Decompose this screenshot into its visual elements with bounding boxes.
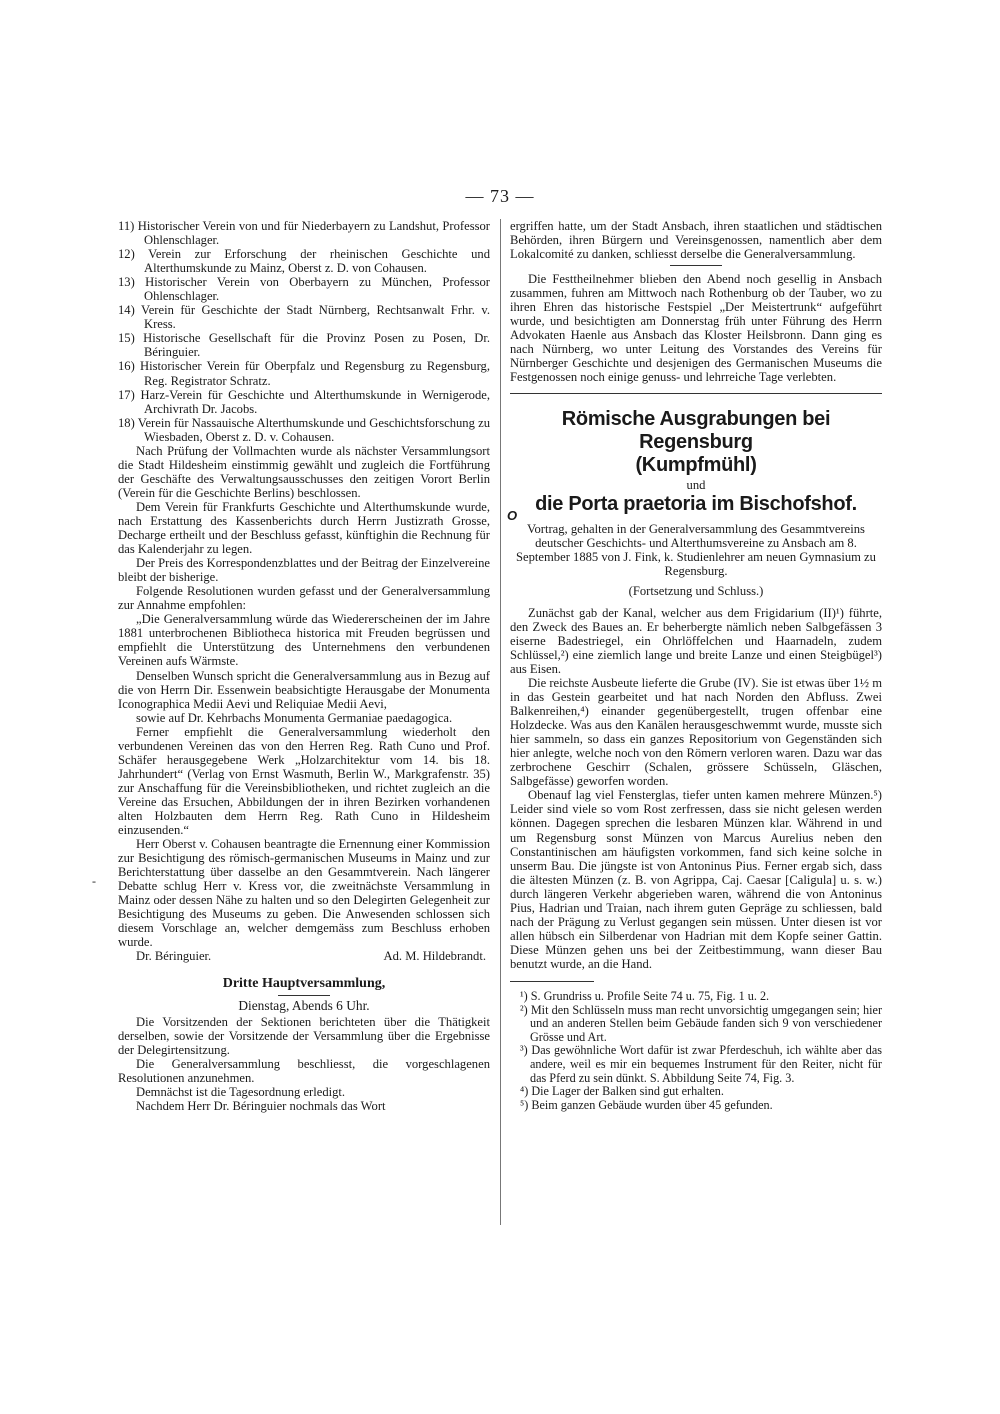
article-title-conj: und — [686, 477, 706, 492]
lecture-info: Vortrag, gehalten in der Generalversammlung des Gesammtvereins deutscher Geschichts- und Alterthumsvereine zu Ansbach am 8. September 1885 von J. Fink, k. Studienlehrer am neuen Gymnasium zu Regensburg. — [516, 521, 876, 578]
divider — [278, 995, 330, 996]
paragraph: Obenauf lag viel Fensterglas, tiefer unten kamen mehrere Münzen.⁵) Leider sind viele so vom Rost zerfressen, dass sie nicht gelesen werden können. Dagegen sprechen die lesbaren Münzen klar. Während in und um Regensburg sonst Münzen von Marcus Aurelius neben den Constantinischen am häufigsten vorkommen, fand sich keine solche in unserm Bau. Die jüngste ist von Antoninus Pius. Ferner ergab sich, dass die ältesten Münzen (z. B. von Agrippa, Caj. Caesar [Caligula] u. s. w.) durch längeren Verkehr abgerieben waren, während die von Antoninus Pius, Hadrian und Traian, nach ihrem guten Gepräge zu schliessen, bald nach der Prägung zu Verlust gegangen sein müssen. Unter diesen ist vor allen hübsch ein Silberdenar von Hadrian mit dem Kopfe seiner Gattin. Diese Münzen gehen uns bei der Zeitbestimmung, wann dieser Bau benutzt wurde, an die Hand. — [510, 788, 882, 971]
signature-beringuier: Dr. Béringuier. — [136, 949, 212, 964]
footnote: ³) Das gewöhnliche Wort dafür ist zwar Pferdeschuh, ich wählte aber das andere, weil es mir ein bequemes Instrument für den Reiter, nicht für das Pferd zu sein dünkt. S. Abbildung Seite 74, Fig. 3. — [520, 1043, 882, 1085]
continuation-note: (Fortsetzung und Schluss.) — [628, 583, 764, 598]
column-divider — [500, 219, 501, 1225]
paragraph: Folgende Resolutionen wurden gefasst und der Generalversammlung zur Annahme empfohlen: — [118, 584, 490, 613]
paragraph: Die reichste Ausbeute lieferte die Grube (IV). Sie ist etwas über 1½ m in das Gestein gearbeitet und hat nach Norden den Abfluss. Zwei Balkenreihen,⁴) einander gegenübergestellt, trugen offenbar eine Holzdecke. Was aus den Kanälen herausgeschwemmt wurde, musste sich hier sammeln, so dass ein ganzes Repositorium von Gegenständen sich hier anlegte, welche noch von den Römern verloren waren. Dazu war das zerbrochene Geschirr (Schalen, grössere Schüsseln, Gläschen, Salbgefässe) geworfen worden. — [510, 675, 882, 789]
list-item: 18) Verein für Nassauische Alterthumskunde und Geschichtsforschung zu Wiesbaden, Oberst z. D. v. Cohausen. — [118, 415, 490, 444]
footnote: ⁵) Beim ganzen Gebäude wurden über 45 gefunden. — [520, 1097, 773, 1112]
article-title-2: die Porta praetoria im Bischofshof. — [535, 492, 857, 515]
paragraph: Ferner empfiehlt die Generalversammlung wiederholt den verbundenen Vereinen das von den Herren Reg. Rath Cuno und Prof. Schäfer herausgegebene Werk „Holzarchitektur vom 14. bis 18. Jahrhundert“ (Verlag von Ernst Wasmuth, Berlin W., Markgrafenstr. 35) zur Anschaffung für die Vereinsbibliotheken, und richtet zugleich an die Vereine das Ersuchen, Abbildungen der in ihren Bezirken vorhandenen alten Holzbauten dem Herrn Reg. Rath Cuno in Hildesheim einzusenden.“ — [118, 724, 490, 838]
list-item: 13) Historischer Verein von Oberbayern zu München, Professor Ohlenschlager. — [118, 275, 490, 304]
list-item: 15) Historische Gesellschaft für die Provinz Posen zu Posen, Dr. Béringuier. — [118, 331, 490, 360]
list-item: 11) Historischer Verein von und für Niederbayern zu Landshut, Professor Ohlenschlager. — [118, 219, 490, 248]
paragraph: Der Preis des Korrespondenzblattes und der Beitrag der Einzelvereine bleibt der bisherige. — [118, 556, 490, 585]
right-column — [510, 219, 882, 1112]
paragraph: Herr Oberst v. Cohausen beantragte die Ernennung einer Kommission zur Besichtigung des römisch-germanischen Museums in Mainz und zur Berichterstattung über dasselbe an den Gesammtverein. Nach längerer Debatte schlug Herr v. Kress vor, die zweitnächste Versammlung in Mainz oder dessen Nähe zu halten und so den Delegirten Gelegenheit zur Besichtigung des Museums zu geben. Die Anwesenden schlossen sich diesem Vorschlage an, welcher demgemäss zum Beschluss erhoben wurde. — [118, 837, 490, 950]
page-number: — 73 — — [465, 186, 535, 206]
paragraph: Nach Prüfung der Vollmachten wurde als nächster Versammlungsort die Stadt Hildesheim einstimmig gewählt und zugleich die Fortführung der Geschäfte des Verwaltungsausschusses den zeitigen Vorort Berlin (Verein für die Geschichte Berlins) beschlossen. — [118, 443, 490, 500]
paragraph: Die Vorsitzenden der Sektionen berichteten über die Thätigkeit derselben, sowie der Vorsitzende der Versammlung über die Ergebnisse der Delegirtensitzung. — [118, 1014, 490, 1057]
signature-hildebrandt: Ad. M. Hildebrandt. — [383, 949, 486, 964]
paragraph: Demnächst ist die Tagesordnung erledigt. — [136, 1084, 346, 1099]
paragraph: Dem Verein für Frankfurts Geschichte und Alterthumskunde wurde, nach Erstattung des Kassenberichts durch Herrn Justizrath Grosse, Decharge ertheilt und der Beschluss gefasst, künftighin die Rechnung für das Kalenderjahr zu legen. — [118, 499, 490, 557]
paragraph: Zunächst gab der Kanal, welcher aus dem Frigidarium (II)¹) führte, den Zweck des Baues an. Er beherbergte nämlich neben Salbgefässen 3 eiserne Badestriegel, ein Ohrlöffelchen und Haarnadeln, zudem Schlüssel,²) eine ziemlich lange und breite Lanze und einen Steigbügel³) aus Eisen. — [510, 605, 882, 676]
paragraph: Die Festtheilnehmer blieben den Abend noch gesellig in Ansbach zusammen, fuhren am Mittwoch nach Rothenburg ob der Tauber, wo zu ihren Ehren das historische Festspiel „Der Meistertrunk“ aufgeführt wurde, und besichtigten am Donnerstag früh unter Führung des Herrn Advokaten Haenle aus Ansbach das Kloster Heilsbronn. Dann ging es nach Nürnberg, wo unter Leitung des Vorstandes des Vereins für Nürnberger Geschichte und desjenigen des Germanischen Museums die Festgenossen noch einige genuss- und lehrreiche Tage verlebten. — [510, 272, 882, 385]
paragraph: sowie auf Dr. Kehrbachs Monumenta Germaniae paedagogica. — [136, 710, 453, 725]
paragraph: Nachdem Herr Dr. Béringuier nochmals das Wort — [136, 1098, 386, 1113]
article-title: Römische Ausgrabungen bei Regensburg — [561, 407, 831, 453]
article-title-sub: (Kumpfmühl) — [635, 453, 757, 476]
paragraph: Die Generalversammlung beschliesst, die vorgeschlagenen Resolutionen anzunehmen. — [118, 1056, 490, 1085]
paragraph: Denselben Wunsch spricht die Generalversammlung aus in Bezug auf die von Herrn Dir. Essenwein beabsichtigte Herausgabe der Monumenta Iconographica Medii Aevi und Reliquiae Medii Aevi, — [118, 668, 490, 711]
paragraph: ergriffen hatte, um der Stadt Ansbach, ihren staatlichen und städtischen Behörden, ihren Bürgern und Vereinsgenossen, namentlich aber dem Lokalcomité zu danken, schliesst derselbe die Generalversammlung. — [510, 219, 882, 262]
divider — [670, 265, 722, 266]
footnote: ¹) S. Grundriss u. Profile Seite 74 u. 75, Fig. 1 u. 2. — [520, 988, 770, 1003]
resolution-quote: „Die Generalversammlung würde das Wiedererscheinen der im Jahre 1881 unterbrochenen Bibliotheca historica mit Freuden begrüssen und empfiehlt die Unterstützung des Unternehmens den verbundenen Vereinen aufs Wärmste. — [118, 612, 490, 669]
signatures — [118, 949, 490, 963]
margin-mark-left: - — [92, 874, 96, 888]
list-item: 12) Verein zur Erforschung der rheinischen Geschichte und Alterthumskunde zu Mainz, Oberst z. D. von Cohausen. — [118, 247, 490, 276]
footnotes — [510, 990, 882, 1112]
list-item: 14) Verein für Geschichte der Stadt Nürnberg, Rechtsanwalt Frhr. v. Kress. — [118, 303, 490, 332]
margin-mark-right: O — [507, 508, 518, 523]
footnote: ²) Mit den Schlüsseln muss man recht unvorsichtig umgegangen sein; hier und an anderen Stellen beim Gebäude fanden sich 9 von verschiedener Grösse und Art. — [520, 1002, 882, 1044]
section-date: Dienstag, Abends 6 Uhr. — [238, 997, 370, 1013]
footnote: ⁴) Die Lager der Balken sind gut erhalten. — [520, 1084, 724, 1099]
section-heading: Dritte Hauptversammlung, — [222, 976, 386, 992]
left-column — [118, 219, 490, 1113]
footnote-rule — [510, 981, 594, 982]
list-item: 16) Historischer Verein für Oberpfalz und Regensburg zu Regensburg, Reg. Registrator Schratz. — [118, 359, 490, 388]
list-item: 17) Harz-Verein für Geschichte und Alterthumskunde in Wernigerode, Archivrath Dr. Jacobs. — [118, 387, 490, 416]
section-rule — [510, 393, 882, 394]
